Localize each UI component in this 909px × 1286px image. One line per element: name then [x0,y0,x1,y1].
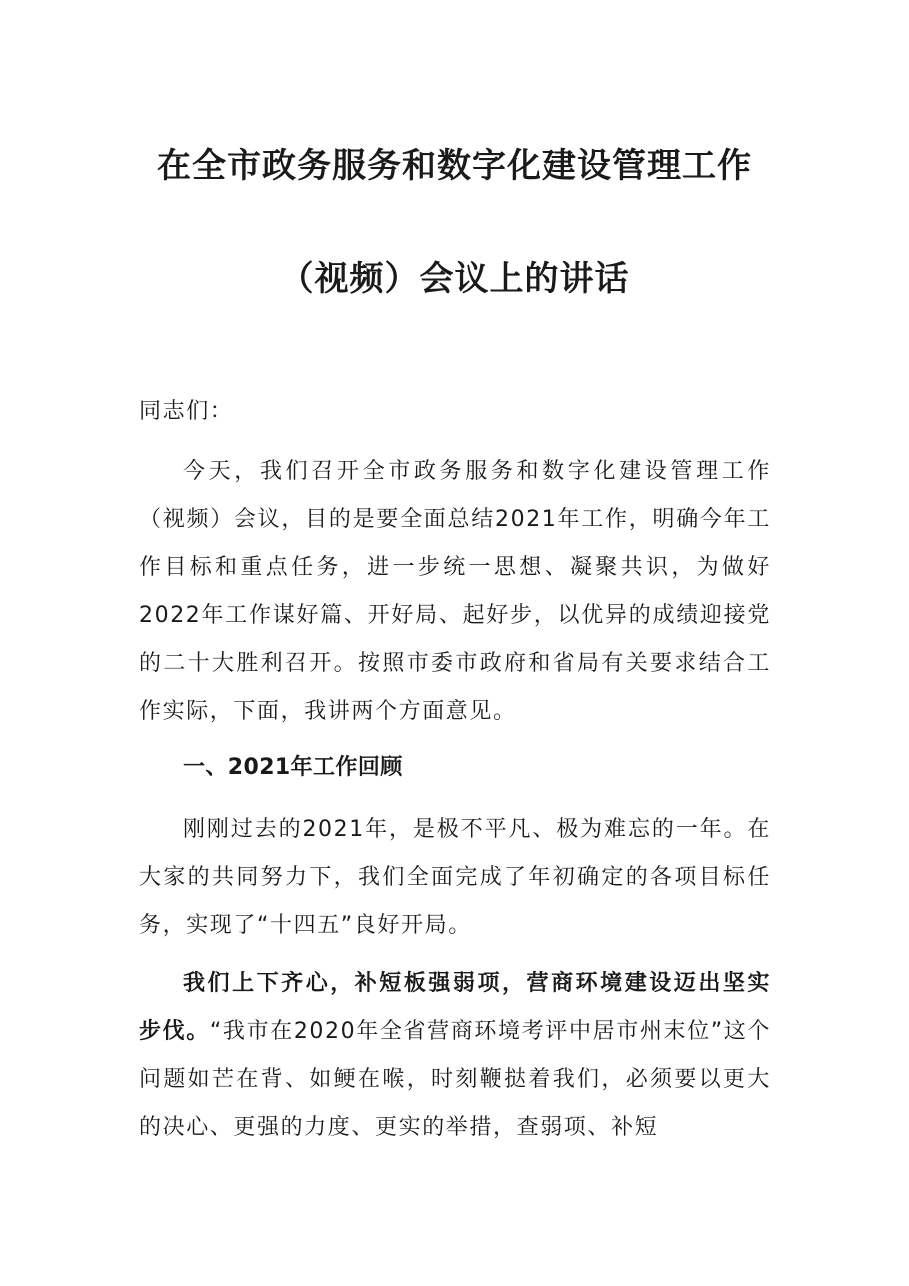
salutation: 同志们： [139,399,234,424]
business-environment-body: “我市在2020年全省营商环境考评中居市州末位”这个问题如芒在背、如鲠在喉，时刻鞭挞着我们，必须要以更大的决心、更强的力度、更实的举措，查弱项、补短 [139,1019,771,1140]
business-environment-lead: 我们上下齐心，补短板强弱项，营商环境建设迈出坚实步伐。 [139,971,771,1044]
intro-paragraph: 今天，我们召开全市政务服务和数字化建设管理工作（视频）会议，目的是要全面总结2021年工作，明确今年工作目标和重点任务，进一步统一思想、凝聚共识，为做好2022年工作谋好篇、开好局、起好步，以优异的成绩迎接党的二十大胜利召开。按照市委市政府和省局有关要求结合工作实际，下面，我讲两个方面意见。 [139,459,771,724]
document-title-line-1: 在全市政务服务和数字化建设管理工作 [157,146,752,186]
document-title-line-2: （视频）会议上的讲话 [279,259,630,299]
business-environment-paragraph [139,960,771,1152]
section-heading-review: 一、2021年工作回顾 [183,755,403,780]
review-paragraph: 刚刚过去的2021年，是极不平凡、极为难忘的一年。在大家的共同努力下，我们全面完成了年初确定的各项目标任务，实现了“十四五”良好开局。 [139,817,771,938]
